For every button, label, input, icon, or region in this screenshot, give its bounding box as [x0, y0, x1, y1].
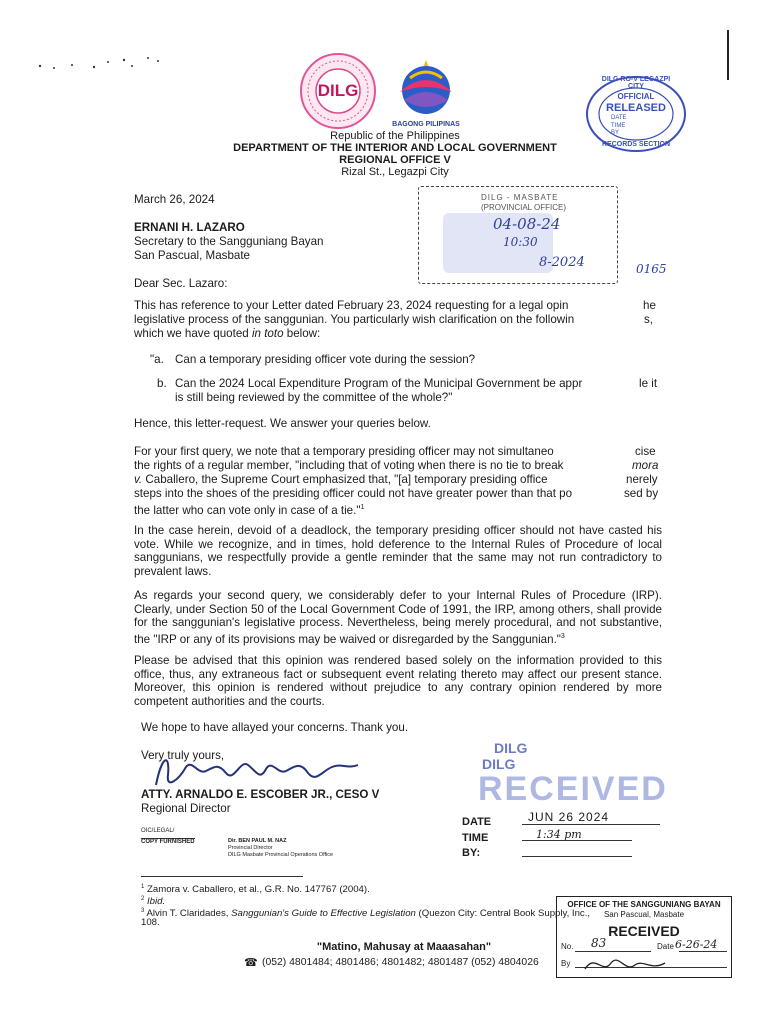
center-received-stamp — [462, 740, 668, 862]
records-released-stamp — [585, 75, 687, 153]
stamp-ring-top: DILG RO-V LEGAZPI CITY — [601, 76, 671, 90]
bagong-pilipinas-label: BAGONG PILIPINAS — [392, 121, 460, 128]
center-stamp-date-label: DATE — [462, 816, 492, 828]
stamp-date-label: DATE — [611, 115, 627, 121]
paragraph-3-line-a-end: cise — [635, 445, 656, 458]
closing: Very truly yours, — [141, 749, 225, 762]
footnote-2-text: Ibid. — [147, 896, 166, 908]
masbate-stamp-hand3: 8-2024 — [539, 255, 585, 270]
center-stamp-line1: DILG — [494, 740, 528, 756]
question-b-text-2: is still being reviewed by the committee of the whole?" — [175, 391, 453, 404]
footnote-ref-3: 3 — [560, 632, 565, 640]
sb-stamp-received: RECEIVED — [608, 923, 680, 939]
salutation: Dear Sec. Lazaro: — [134, 277, 228, 290]
bagong-pilipinas-logo — [390, 58, 462, 128]
masbate-stamp-hand2: 10:30 — [503, 235, 538, 249]
paragraph-2: Hence, this letter-request. We answer your queries below. — [134, 417, 431, 430]
recipient-place: San Pascual, Masbate — [134, 249, 251, 262]
sb-stamp-date-label: Date — [657, 942, 674, 951]
p3-c-text: Caballero, the Supreme Court emphasized that, "[a] temporary presiding office — [142, 473, 548, 486]
center-stamp-date-value: JUN 26 2024 — [528, 810, 610, 824]
masbate-received-stamp — [418, 186, 618, 284]
p1-c-italic: in toto — [251, 327, 284, 340]
dilg-logo-text: DILG — [317, 81, 359, 100]
paragraph-3-line-a: For your first query, we note that a temporary presiding officer may not simultaneo — [134, 445, 554, 458]
p3-c-italic: v. — [134, 473, 143, 486]
paragraph-3-line-d: steps into the shoes of the presiding officer could not have greater power than that po — [134, 487, 573, 500]
department-name: DEPARTMENT OF THE INTERIOR AND LOCAL GOVERNMENT — [233, 142, 557, 154]
recipient-title: Secretary to the Sangguniang Bayan — [134, 235, 324, 248]
initials-label: OIC/LEGAL/ — [141, 828, 175, 834]
center-stamp-by-label: BY: — [462, 847, 481, 859]
masbate-side-note: 0165 — [636, 262, 667, 276]
footnote-3-num: 3 — [141, 908, 145, 914]
paragraph-7: We hope to have allayed your concerns. Thank you. — [141, 721, 409, 734]
copy-furnished-label: COPY FURNISHED — [141, 839, 195, 845]
sb-stamp-signature — [581, 951, 701, 975]
stamp-time-label: TIME — [611, 123, 626, 129]
republic-line: Republic of the Philippines — [330, 130, 460, 142]
footnote-3-italic: Sanggunian's Guide to Effective Legislation — [231, 908, 416, 920]
paragraph-1-line-b-end: s, — [644, 313, 654, 326]
stamp-by-label: BY — [611, 130, 620, 136]
sb-stamp-no-label: No. — [561, 942, 574, 951]
footnote-rule — [141, 876, 303, 877]
phone-icon: ☎ — [244, 957, 258, 969]
office-address: Rizal St., Legazpi City — [341, 166, 449, 178]
center-stamp-rule-3 — [522, 856, 632, 857]
p1-c-part2: below: — [283, 327, 321, 340]
paragraph-3-line-b-end: mora — [632, 459, 659, 472]
stamp-ring-bottom: RECORDS SECTION — [601, 141, 671, 148]
center-stamp-line2: DILG — [482, 756, 516, 772]
letter-date: March 26, 2024 — [134, 193, 215, 206]
sb-stamp-by-label: By — [561, 959, 571, 968]
p1-c-part1: which we have quoted — [134, 327, 252, 340]
question-b-label: b. — [157, 377, 167, 390]
paragraph-4: In the case herein, devoid of a deadlock, the temporary presiding officer should not have casted his vote. While we recognize, and in times, hold deference to the Internal Rules of Procedure of local sanggunians, we respectfully provide a gentle reminder that the same may not run contradictory to prevalent laws. — [134, 524, 662, 578]
masbate-stamp-line2: (PROVINCIAL OFFICE) — [481, 203, 567, 212]
scan-marks — [36, 52, 166, 72]
paragraph-1-line-a: This has reference to your Letter dated February 23, 2024 requesting for a legal opin — [134, 299, 569, 312]
footer-phones: (052) 4801484; 4801486; 4801482; 4801487 (052) 4804026 — [262, 957, 539, 968]
footer-motto: "Matino, Mahusay at Maaasahan" — [316, 941, 492, 953]
paragraph-3-line-c — [134, 473, 548, 487]
question-b-text-1-end: le it — [639, 377, 658, 390]
paragraph-3-line-b: the rights of a regular member, "including that of voting when there is no tie to break — [134, 459, 564, 472]
paragraph-5 — [134, 589, 662, 646]
question-a-text: Can a temporary presiding officer vote during the session? — [175, 353, 476, 366]
center-stamp-time-label: TIME — [462, 832, 489, 844]
sb-stamp-place: San Pascual, Masbate — [603, 910, 685, 919]
sb-stamp-date-value: 6-26-24 — [675, 938, 718, 951]
question-b-text-1: Can the 2024 Local Expenditure Program of the Municipal Government be appr — [175, 377, 583, 390]
footnote-1 — [141, 881, 370, 896]
question-a-label: "a. — [150, 353, 164, 366]
footnote-1-num: 1 — [141, 884, 145, 890]
p3-e-text: the latter who can vote only in case of a tie." — [134, 503, 361, 517]
paragraph-3-line-e — [134, 501, 364, 517]
center-stamp-rule-2 — [522, 840, 632, 841]
footnote-3-part2: (Quezon City: Central Book Supply, Inc., — [415, 908, 591, 920]
footnote-3 — [141, 905, 590, 920]
masbate-stamp-line1: DILG - MASBATE — [481, 193, 559, 202]
p5-text: As regards your second query, we considerably defer to your Internal Rules of Procedure (IRP). Clearly, under Section 50 of the Local Government Code of 1991, the IRP, among others, shall provide for the sanggunian's legislative process. Nevertheless, being merely procedural, and not substantive, the "IRP or any of its provisions may be waived or disregarded by the Sanggunian." — [134, 589, 662, 646]
cc-title: Provincial Director — [228, 845, 273, 851]
right-edge-mark — [727, 30, 729, 80]
footnote-3-cont: 108. — [141, 917, 160, 928]
masbate-stamp-hand1: 04-08-24 — [493, 215, 561, 233]
cc-name: Dir. BEN PAUL M. NAZ — [228, 838, 287, 844]
footnote-2-num: 2 — [141, 896, 145, 902]
paragraph-6: Please be advised that this opinion was rendered based solely on the information provided to this office, thus, any extraneous fact or subsequent event relating thereto may affect our present stance. Moreover, this opinion is rendered without prejudice to any contrary opinion rendered by more competent authorities and the courts. — [134, 654, 662, 708]
footnote-3-part1: Alvin T. Claridades, — [146, 908, 232, 920]
sb-received-stamp — [556, 896, 732, 978]
stamp-line-released: RELEASED — [606, 102, 666, 114]
signatory-title: Regional Director — [141, 802, 231, 815]
dilg-seal — [299, 52, 377, 130]
footnote-ref-1: 1 — [360, 504, 365, 511]
recipient-name: ERNANI H. LAZARO — [134, 221, 245, 234]
signatory-name: ATTY. ARNALDO E. ESCOBER JR., CESO V — [141, 788, 380, 801]
paragraph-1-line-a-end: he — [643, 299, 656, 312]
paragraph-3-line-c-end: nerely — [626, 473, 658, 486]
sb-stamp-office: OFFICE OF THE SANGGUNIANG BAYAN — [567, 900, 721, 909]
sb-stamp-no-value: 83 — [591, 936, 607, 950]
center-stamp-time-value: 1:34 pm — [536, 828, 582, 841]
regional-office: REGIONAL OFFICE V — [339, 154, 451, 166]
cc-office: DILG Masbate Provincial Operations Office — [228, 852, 334, 858]
center-stamp-received: RECEIVED — [478, 770, 668, 808]
center-stamp-rule-1 — [522, 824, 660, 825]
paragraph-1-line-b: legislative process of the sanggunian. You particularly wish clarification on the followin — [134, 313, 575, 326]
footnote-1-text: Zamora v. Caballero, et al., G.R. No. 147767 (2004). — [147, 884, 370, 896]
stamp-line-official: OFFICIAL — [617, 92, 655, 101]
paragraph-3-line-d-end: sed by — [624, 487, 659, 500]
paragraph-1-line-c — [134, 327, 320, 341]
